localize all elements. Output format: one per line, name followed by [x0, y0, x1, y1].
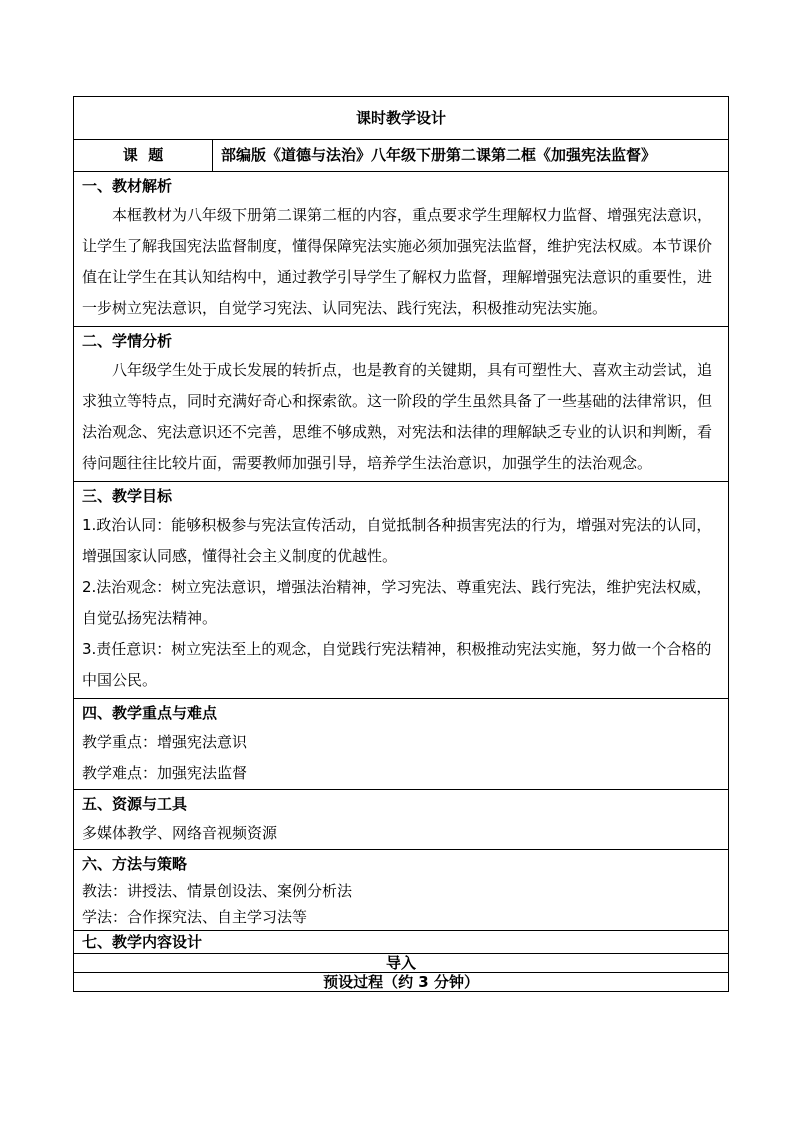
lesson-plan-table [73, 96, 729, 992]
section-heading: 三、教学目标 [82, 487, 173, 505]
section-body: 八年级学生处于成长发展的转折点，也是教育的关键期，具有可塑性大、喜欢主动尝试，追求独立等特点，同时充满好奇心和探索欲。这一阶段的学生虽然具备了一些基础的法律常识，但法治观念、宪法意识还不完善，思维不够成熟，对宪法和法律的理解缺乏专业的认识和判断，看待问题往往比较片面，需要教师加强引导，培养学生法治意识，加强学生的法治观念。 [82, 361, 713, 472]
section-heading: 五、资源与工具 [82, 795, 188, 813]
section-heading: 一、教材解析 [82, 177, 173, 195]
topic-label: 课 题 [74, 140, 213, 172]
teaching-method: 教法：讲授法、情景创设法、案例分析法 [82, 882, 353, 900]
section-body: 本框教材为八年级下册第二课第二框的内容，重点要求学生理解权力监督、增强宪法意识，让学生了解我国宪法监督制度，懂得保障宪法实施必须加强宪法监督，维护宪法权威。本节课价值在让学生在其认知结构中，通过教学引导学生了解权力监督，理解增强宪法意识的重要性，进一步树立宪法意识，自觉学习宪法、认同宪法、践行宪法，积极推动宪法实施。 [82, 206, 713, 317]
learning-method: 学法：合作探究法、自主学习法等 [82, 908, 308, 926]
section-student-analysis [74, 327, 729, 482]
intro-label: 导入 [74, 954, 729, 973]
section-heading: 七、教学内容设计 [82, 933, 203, 951]
section-heading: 六、方法与策略 [82, 855, 188, 873]
topic-row [74, 140, 729, 172]
section-textbook-analysis [74, 172, 729, 327]
page-title: 课时教学设计 [74, 97, 729, 140]
section-resources [74, 790, 729, 850]
section-body: 多媒体教学、网络音视频资源 [82, 824, 278, 842]
goal-item: 1.政治认同：能够积极参与宪法宣传活动，自觉抵制各种损害宪法的行为，增强对宪法的认同，增强国家认同感，懂得社会主义制度的优越性。 [82, 516, 712, 565]
section-teaching-goals [74, 482, 729, 699]
intro-row [74, 954, 729, 973]
goal-item: 3.责任意识：树立宪法至上的观念，自觉践行宪法精神，积极推动宪法实施，努力做一个合格的中国公民。 [82, 640, 712, 689]
topic-value: 部编版《道德与法治》八年级下册第二课第二框《加强宪法监督》 [213, 140, 729, 172]
section-heading: 四、教学重点与难点 [82, 704, 218, 722]
key-point: 教学重点：增强宪法意识 [82, 733, 248, 751]
section-key-points [74, 699, 729, 790]
section-heading: 二、学情分析 [82, 332, 173, 350]
process-row [74, 973, 729, 992]
section-methods [74, 850, 729, 931]
goal-item: 2.法治观念：树立宪法意识，增强法治精神，学习宪法、尊重宪法、践行宪法，维护宪法权威，自觉弘扬宪法精神。 [82, 578, 712, 627]
section-content-design [74, 931, 729, 954]
title-row [74, 97, 729, 140]
intro-process: 预设过程（约 3 分钟） [74, 973, 729, 992]
difficulty-point: 教学难点：加强宪法监督 [82, 764, 248, 782]
